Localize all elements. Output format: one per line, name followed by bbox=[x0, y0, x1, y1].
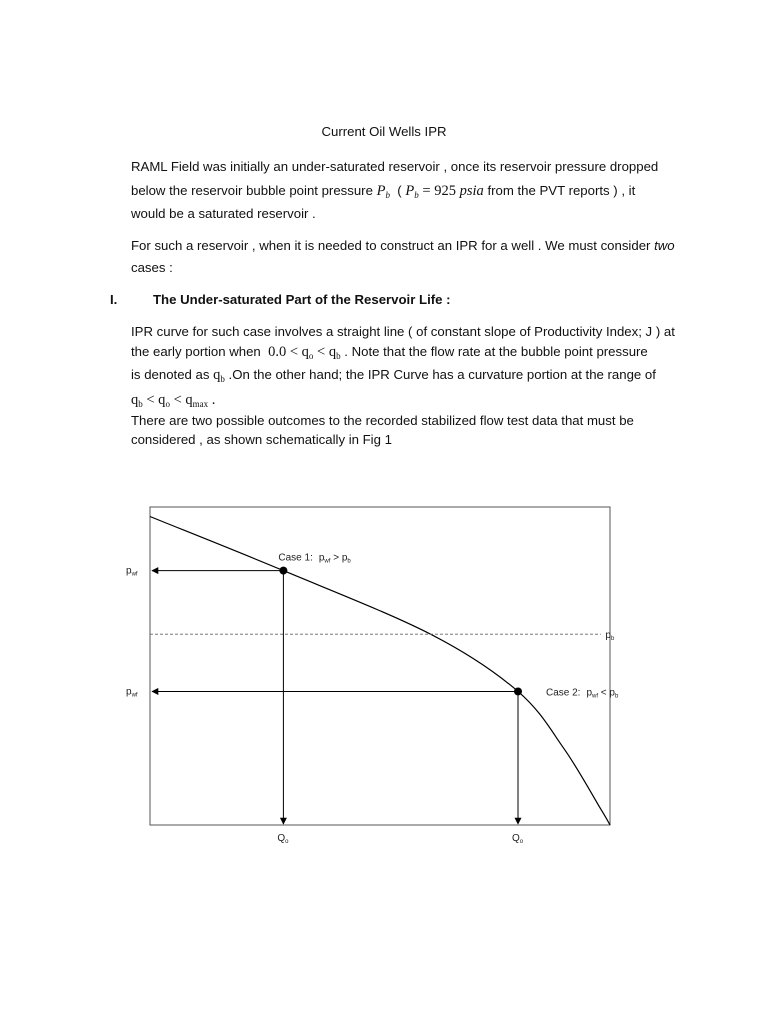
pb-label bbox=[605, 630, 615, 642]
range-lt1: < q bbox=[142, 392, 166, 408]
case1-expr: p bbox=[318, 552, 325, 564]
intro-text: below the reservoir bubble point pressure bbox=[131, 183, 373, 198]
range-sub2: o bbox=[165, 399, 170, 409]
case2-expr-sub2: b bbox=[615, 693, 619, 700]
pb-subscript-2: b bbox=[414, 190, 419, 200]
pb-value: = 925 bbox=[422, 183, 456, 199]
ipr-line-4 bbox=[131, 391, 215, 413]
case1-pwf-sub: wf bbox=[131, 571, 138, 578]
case2-expr-sub1: wf bbox=[592, 693, 599, 700]
ipr-text-2: . Note that the flow rate at the bubble point pressure bbox=[344, 344, 648, 359]
case1-qo-label bbox=[277, 833, 289, 845]
ipr-q-sub: b bbox=[220, 374, 225, 384]
ipr-line-2 bbox=[131, 343, 648, 365]
pb-symbol: P bbox=[376, 183, 386, 199]
range-sub1: b bbox=[138, 399, 143, 409]
intro-text-2: from the PVT reports ) , it bbox=[487, 183, 636, 198]
case1-pwf-p: p bbox=[126, 565, 132, 577]
paren-open: ( bbox=[397, 183, 402, 198]
pb-label-p: p bbox=[605, 630, 611, 642]
ipr-text-4: .On the other hand; the IPR Curve has a curvature portion at the range of bbox=[228, 367, 656, 382]
case2-label bbox=[546, 687, 619, 699]
case2-qo-label bbox=[512, 833, 524, 845]
case1-point bbox=[279, 567, 287, 575]
case1-expr-op: > p bbox=[330, 552, 348, 564]
intro-line-3: would be a saturated reservoir . bbox=[131, 206, 316, 221]
case1-qo-sub: o bbox=[285, 839, 289, 845]
cases-line-2: cases : bbox=[131, 260, 173, 275]
case2-name: Case 2: bbox=[546, 687, 581, 699]
ipr-sub-b: b bbox=[336, 351, 341, 361]
range-dot: . bbox=[208, 392, 216, 408]
ipr-sub-o: o bbox=[308, 351, 314, 361]
case2-qo-q: Q bbox=[512, 833, 520, 844]
intro-line-2 bbox=[131, 182, 635, 204]
ipr-text: the early portion when bbox=[131, 344, 261, 359]
cases-text: For such a reservoir , when it is needed to construct an IPR for a well . We must consider bbox=[131, 238, 651, 253]
case2-qo-sub: o bbox=[519, 839, 524, 845]
case2-pwf-sub: wf bbox=[131, 692, 138, 699]
case1-qo-q: Q bbox=[277, 833, 286, 844]
ipr-line-6: considered , as shown schematically in Fig 1 bbox=[131, 432, 392, 447]
ipr-schematic-chart bbox=[0, 480, 768, 880]
ipr-curve bbox=[150, 517, 610, 826]
section-title: The Under-saturated Part of the Reservoir Life : bbox=[153, 292, 451, 307]
case2-pwf-p: p bbox=[126, 686, 132, 698]
range-lt2: < q bbox=[169, 392, 193, 408]
section-number: I. bbox=[110, 292, 118, 307]
ipr-line-5: There are two possible outcomes to the recorded stabilized flow test data that must be bbox=[131, 413, 634, 428]
page-title: Current Oil Wells IPR bbox=[321, 124, 447, 139]
ipr-text-3: is denoted as bbox=[131, 367, 210, 382]
intro-line-1: RAML Field was initially an under-saturated reservoir , once its reservoir pressure dropped bbox=[131, 159, 659, 174]
pb-unit: psia bbox=[459, 183, 484, 199]
case2-expr-op: < p bbox=[598, 687, 615, 699]
range-sub3: max bbox=[192, 399, 209, 409]
case1-expr-sub1: wf bbox=[324, 558, 331, 565]
case1-pwf-label bbox=[126, 566, 138, 578]
case2-point bbox=[514, 687, 522, 695]
pb-symbol-2: P bbox=[405, 183, 415, 199]
case1-name: Case 1: bbox=[278, 552, 313, 564]
case2-expr: p bbox=[586, 687, 593, 699]
case2-pwf-label bbox=[126, 686, 138, 698]
pb-label-sub: b bbox=[610, 636, 615, 643]
case1-label bbox=[278, 553, 351, 565]
ipr-q: q bbox=[213, 367, 221, 383]
pb-subscript: b bbox=[385, 190, 390, 200]
ipr-line-1: IPR curve for such case involves a straight line ( of constant slope of Productivity Index; J ) at bbox=[131, 324, 675, 339]
ipr-line-3 bbox=[131, 366, 656, 388]
ipr-math-1: 0.0 < q bbox=[268, 344, 309, 360]
cases-emphasis: two bbox=[654, 238, 675, 253]
ipr-math-2: < q bbox=[313, 344, 337, 360]
cases-line-1 bbox=[131, 237, 675, 255]
plot-frame bbox=[150, 507, 610, 825]
range-q1: q bbox=[131, 392, 139, 408]
case1-expr-sub2: b bbox=[347, 558, 351, 565]
